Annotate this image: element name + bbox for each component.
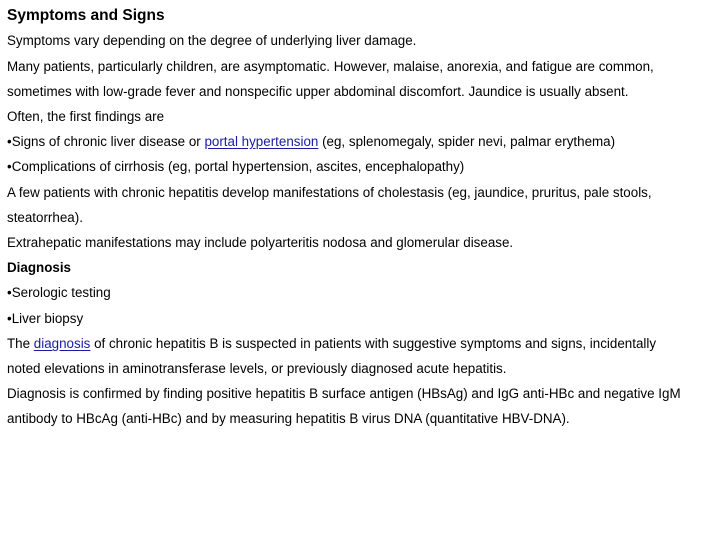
bullet-chronic-liver-text-pre: •Signs of chronic liver disease or — [7, 134, 205, 149]
paragraph-diagnosis-confirmed-line2: antibody to HBcAg (anti-HBc) and by measuring hepatitis B virus DNA (quantitative HBV-DNA). — [7, 411, 570, 426]
paragraph-diagnosis-confirmed-line1: Diagnosis is confirmed by finding positive hepatitis B surface antigen (HBsAg) and IgG anti-HBc and negative IgM — [7, 386, 681, 401]
paragraph-cholestasis-line1: A few patients with chronic hepatitis develop manifestations of cholestasis (eg, jaundice, pruritus, pale stools, — [7, 185, 652, 200]
paragraph-extrahepatic: Extrahepatic manifestations may include polyarteritis nodosa and glomerular disease. — [7, 235, 514, 250]
diagnosis-text-pre: The — [7, 336, 34, 351]
paragraph-asymptomatic-line1: Many patients, particularly children, are asymptomatic. However, malaise, anorexia, and fatigue are common, — [7, 59, 654, 74]
bullet-chronic-liver-signs — [7, 134, 615, 150]
bullet-liver-biopsy: •Liver biopsy — [7, 311, 84, 326]
diagnosis-heading: Diagnosis — [7, 260, 71, 275]
diagnosis-link[interactable]: diagnosis — [33, 336, 91, 351]
bullet-serologic-testing: •Serologic testing — [7, 285, 111, 300]
paragraph-asymptomatic-line2: sometimes with low-grade fever and nonspecific upper abdominal discomfort. Jaundice is usually absent. — [7, 84, 629, 99]
diagnosis-text-post: of chronic hepatitis B is suspected in patients with suggestive symptoms and signs, incidentally — [90, 336, 657, 351]
bullet-chronic-liver-text-post: (eg, splenomegaly, spider nevi, palmar erythema) — [318, 134, 616, 149]
paragraph-diagnosis-suspected-line1 — [7, 336, 656, 352]
bullet-cirrhosis-complications: •Complications of cirrhosis (eg, portal hypertension, ascites, encephalopathy) — [7, 159, 465, 174]
portal-hypertension-link[interactable]: portal hypertension — [204, 134, 319, 149]
paragraph-symptoms-vary: Symptoms vary depending on the degree of underlying liver damage. — [7, 33, 417, 48]
symptoms-heading: Symptoms and Signs — [7, 7, 165, 24]
paragraph-diagnosis-suspected-line2: noted elevations in aminotransferase levels, or previously diagnosed acute hepatitis. — [7, 361, 507, 376]
paragraph-first-findings: Often, the first findings are — [7, 109, 165, 124]
paragraph-cholestasis-line2: steatorrhea). — [7, 210, 83, 225]
